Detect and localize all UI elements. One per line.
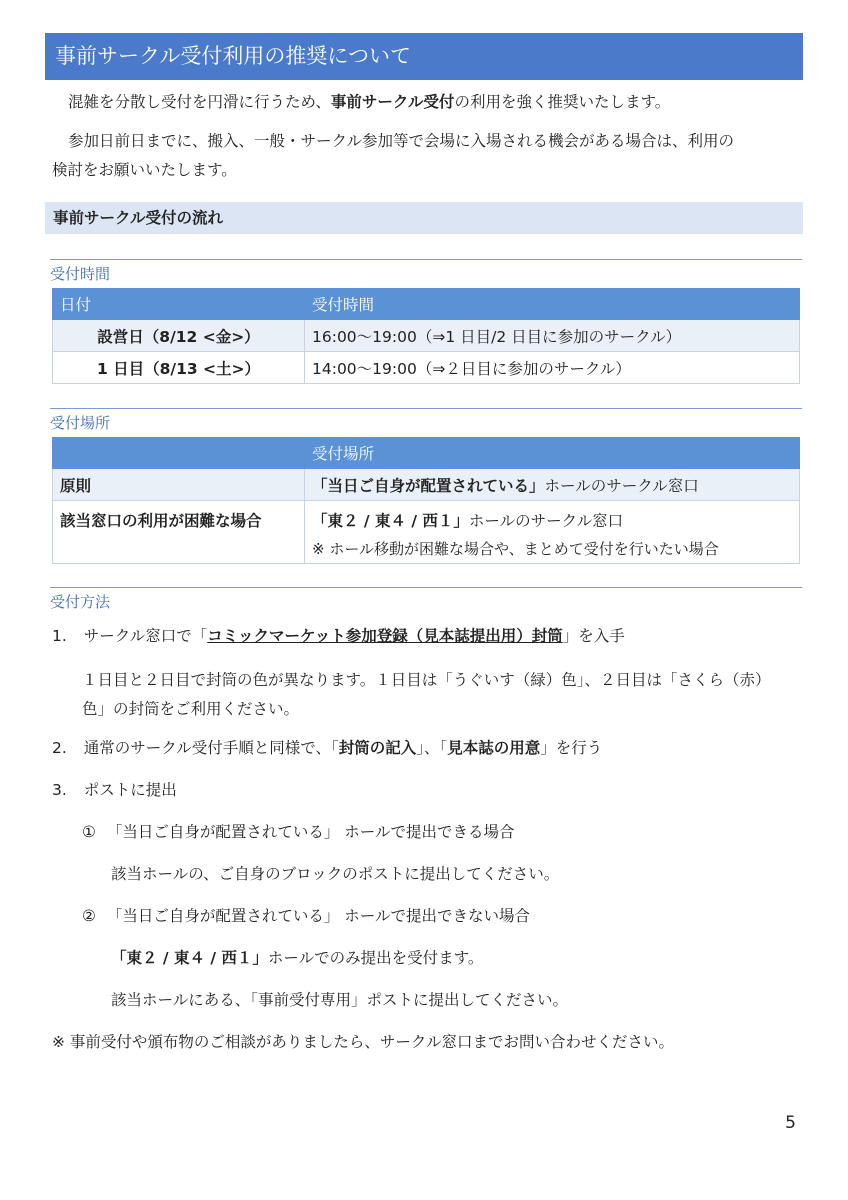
table-row [53, 320, 800, 352]
list-number: 1. [52, 627, 67, 645]
place-emphasis: 「当日ご自身が配置されている」 [312, 476, 545, 495]
table-row [53, 501, 800, 564]
list-number: 3. [52, 781, 67, 799]
place-value-cell [305, 501, 800, 564]
list-number: 2. [52, 739, 67, 757]
place-table [52, 437, 800, 564]
detail-line: １日目と２日目で封筒の色が異なります。１日目は「うぐいす（緑）色」、２日目は「さくら（赤） [82, 671, 771, 689]
intro-emphasis: 事前サークル受付 [330, 93, 455, 111]
method-heading: 受付方法 [50, 587, 802, 612]
sub-item-2-detail: 該当ホールにある、「事前受付専用」ポストに提出してください。 [111, 991, 568, 1009]
method-item-1-detail [82, 666, 802, 724]
table-row [53, 469, 800, 501]
place-note: ※ ホール移動が困難な場合や、まとめて受付を行いたい場合 [312, 540, 719, 558]
sub-number: ② [82, 907, 96, 925]
table-row [53, 352, 800, 384]
place-text: ホールのサークル窓口 [468, 512, 624, 530]
hall-emphasis: 「東２ / 東４ / 西１」 [111, 949, 268, 967]
detail-line: 色」の封筒をご利用ください。 [82, 700, 300, 718]
method-item-2 [52, 736, 602, 758]
place-label-cell: 該当窓口の利用が困難な場合 [53, 501, 305, 564]
time-time-cell: 14:00～19:00（⇒２日目に参加のサークル） [305, 352, 800, 384]
method-item-3 [52, 778, 177, 800]
list-text: 」を行う [540, 739, 603, 757]
list-text: ポストに提出 [83, 781, 177, 799]
page-number: 5 [785, 1113, 796, 1133]
flow-heading: 事前サークル受付の流れ [45, 202, 803, 234]
sub-number: ① [82, 823, 96, 841]
intro-line: 検討をお願いいたします。 [52, 161, 237, 179]
list-emphasis: 封筒の記入 [338, 739, 417, 757]
intro-text: の利用を強く推奨いたします。 [454, 93, 671, 111]
time-date-cell: 1 日目（8/13 <土>） [53, 352, 305, 384]
time-date-cell: 設営日（8/12 <金>） [53, 320, 305, 352]
list-text: 」を入手 [562, 627, 625, 645]
sub-item-1 [82, 820, 514, 842]
list-text: サークル窓口で「 [83, 627, 208, 645]
place-value-cell [305, 469, 800, 501]
intro-text: 混雑を分散し受付を円滑に行うため、 [68, 93, 331, 111]
time-heading: 受付時間 [50, 259, 802, 284]
contact-note: ※ 事前受付や頒布物のご相談がありましたら、サークル窓口までお問い合わせください。 [52, 1033, 674, 1051]
place-heading: 受付場所 [50, 408, 802, 433]
list-text: 」、「 [416, 739, 448, 757]
method-item-1 [52, 624, 625, 646]
intro-line: 参加日前日までに、搬入、一般・サークル参加等で会場に入場される機会がある場合は、利用の [68, 132, 735, 150]
intro-paragraph-1 [52, 86, 802, 119]
time-col-date: 日付 [53, 289, 305, 320]
envelope-name: コミックマーケット参加登録（見本誌提出用）封筒 [207, 627, 563, 645]
place-label-cell: 原則 [53, 469, 305, 501]
place-emphasis: 「東２ / 東４ / 西１」 [312, 512, 469, 530]
sub-text: 「当日ご自身が配置されている」 ホールで提出できない場合 [106, 907, 530, 925]
page-title: 事前サークル受付利用の推奨について [45, 33, 803, 80]
sub-item-2 [82, 904, 530, 926]
intro-paragraph-2 [52, 127, 802, 185]
place-text: ホールのサークル窓口 [544, 476, 699, 495]
sub-item-1-detail: 該当ホールの、ご自身のブロックのポストに提出してください。 [111, 865, 560, 883]
sub-text: 「当日ご自身が配置されている」 ホールで提出できる場合 [106, 823, 515, 841]
time-col-time: 受付時間 [305, 289, 800, 320]
list-emphasis: 見本誌の用意 [447, 739, 541, 757]
sub-item-2-halls [111, 946, 483, 968]
time-time-cell: 16:00～19:00（⇒1 日目/2 日目に参加のサークル） [305, 320, 800, 352]
place-col-place: 受付場所 [305, 438, 800, 469]
sub-text: ホールでのみ提出を受付ます。 [267, 949, 484, 967]
time-table [52, 288, 800, 384]
list-text: 通常のサークル受付手順と同様で、「 [83, 739, 339, 757]
place-col-empty [53, 438, 305, 469]
